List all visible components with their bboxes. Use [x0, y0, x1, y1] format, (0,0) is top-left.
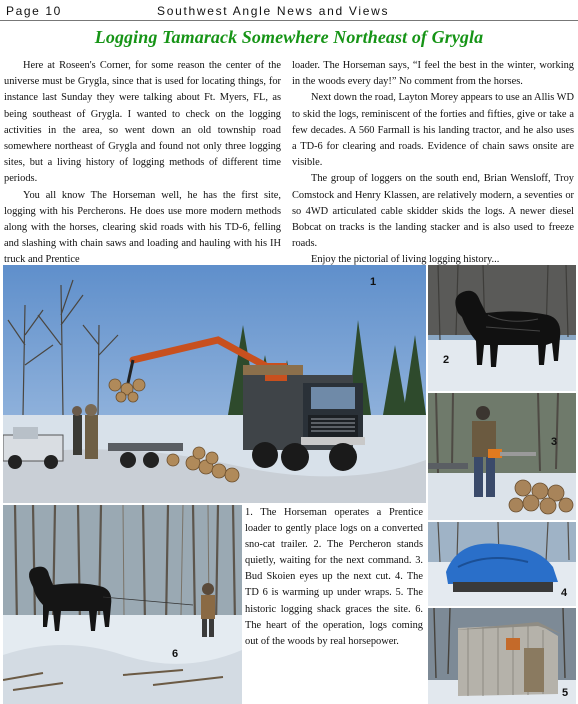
- paragraph: You all know The Horseman well, he has the first site, logging with his Percherons. He does use more modern methods along with the horses, clearing skid roads with his TD-6, felling and slashing with chain saws and loading and hauling with his IH truck and Prentice: [4, 189, 281, 266]
- paragraph: loader. The Horseman says, “I feel the best in the winter, working in the woods every day!” No comment from the horses.: [292, 60, 574, 88]
- publication-name: Southwest Angle News and Views: [157, 4, 390, 18]
- article-title: Logging Tamarack Somewhere Northeast of Grygla: [94, 27, 484, 47]
- article-column-1: [4, 58, 281, 269]
- article-column-2: [292, 58, 574, 269]
- paragraph: Enjoy the pictorial of living logging history...: [311, 254, 500, 266]
- photo-number-2: 2: [443, 354, 450, 366]
- photo-6-horse-skidding: [3, 505, 242, 704]
- photo-number-4: 4: [561, 587, 568, 599]
- paragraph: The group of loggers on the south end, Brian Wensloff, Troy Comstock and Henry Klassen, are relatively modern, a seventies or so 4WD articulated cable skidder skids the logs. A newer diesel Bobcat on tracks is the landing stacker and is also used to freeze roads.: [292, 173, 574, 250]
- photo-number-3: 3: [551, 436, 558, 448]
- photo-1-loader-truck: [3, 265, 426, 503]
- photo-4-td6-tarp: [428, 522, 576, 606]
- photo-number-6: 6: [172, 648, 179, 660]
- photo-5-logging-shack: [428, 608, 576, 704]
- photo-3-bud-skoien: [428, 393, 576, 520]
- photo-number-1: 1: [370, 276, 377, 288]
- header-rule: [0, 20, 578, 21]
- paragraph: Here at Roseen's Corner, for some reason the center of the universe must be Grygla, since that is used for locating things, for instance last Sunday they were talking about Ft. Myers, FL, as being southeast of Grygla. I wanted to check on the logging activities in the area, so went down an old township road somewhere northeast of Grygla and found not only three logging sites, but a living history of logging methods of different time periods.: [4, 60, 281, 185]
- photo-caption: 1. The Horseman operates a Prentice loader to gently place logs on a converted sno-cat trailer. 2. The Percheron stands quietly, waiting for the next command. 3. Bud Skoien eyes up the next cut. 4. The TD 6 is warming up under wraps. 5. The historic logging shack graces the site. 6. The heart of the operation, logs coming out of the woods by real horsepower.: [245, 507, 423, 647]
- page-number: Page 10: [6, 4, 62, 18]
- paragraph: Next down the road, Layton Morey appears to use an Allis WD to skid the logs, reminiscent of the forties and fifties, give or take a few decades. A 560 Farmall is his landing tractor, and he also uses a TD-6 for clearing and roads. Evidence of chain saws onsite are visible.: [292, 92, 574, 169]
- page-header: [0, 0, 578, 20]
- photo-2-percheron: [428, 265, 576, 391]
- photo-number-5: 5: [562, 687, 569, 699]
